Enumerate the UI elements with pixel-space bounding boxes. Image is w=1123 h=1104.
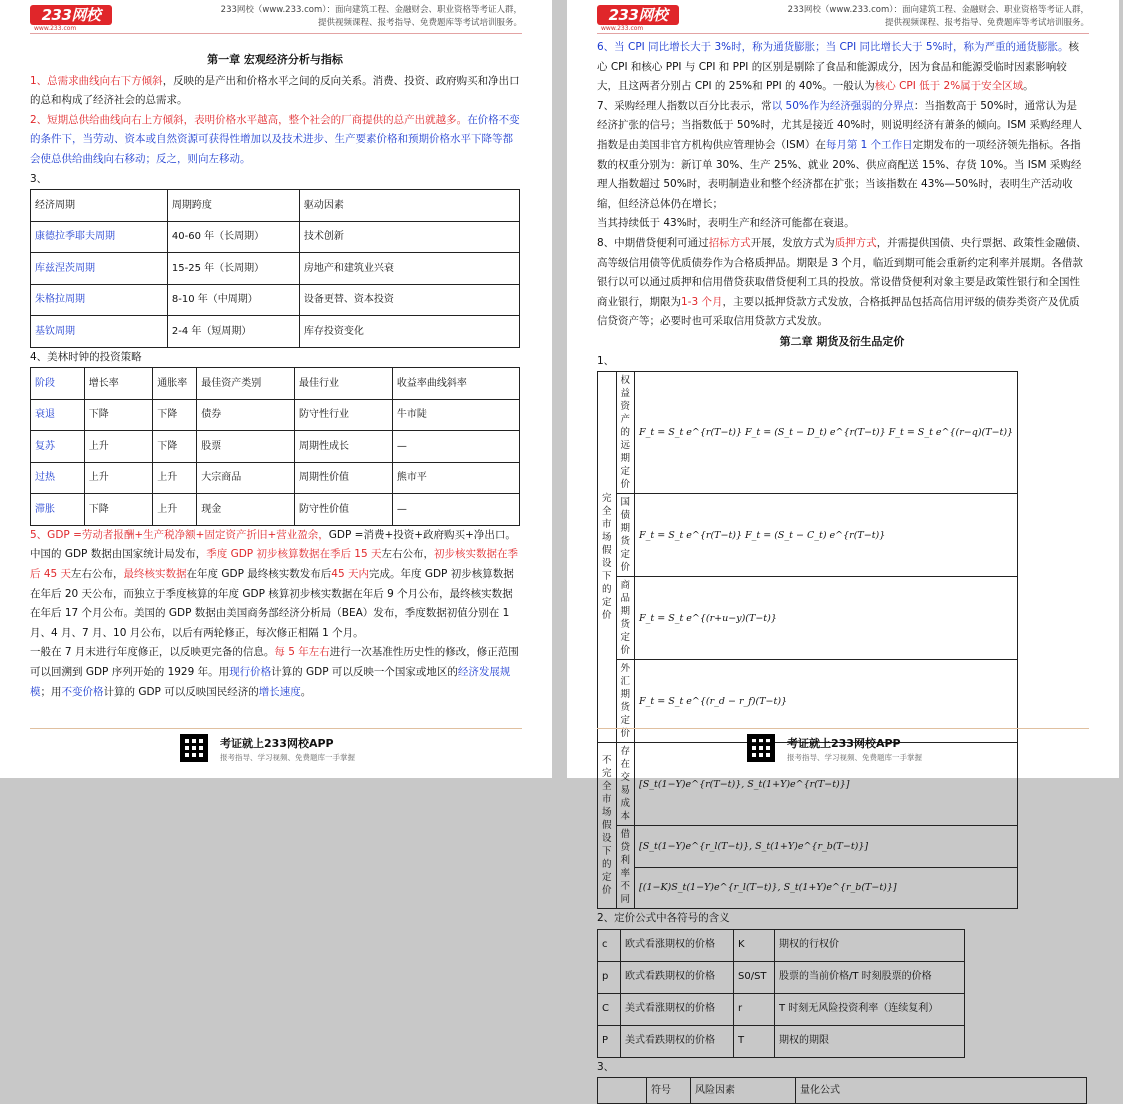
- formula-cell: F_t = S_t e^{r(T−t)} F_t = (S_t − C_t) e^{r(T−t)}: [635, 494, 1018, 577]
- table-cell: 防守性价值: [295, 494, 393, 526]
- text-span: 计算的 GDP 可以反映国民经济的: [103, 685, 259, 698]
- section-2-label: 2、定价公式中各符号的含义: [597, 912, 730, 925]
- text-highlight: 每 5 年左右: [274, 646, 330, 659]
- text-span: GDP =消费+投资+政府购买+净出口。中国的 GDP 数据由国家统计局发布，: [30, 528, 516, 561]
- table-cell: 期权的期限: [775, 1025, 965, 1057]
- page-right: [567, 0, 1119, 1096]
- table-row: [31, 221, 520, 253]
- table-header-row: [598, 1078, 1087, 1104]
- table-cell: 基钦周期: [31, 316, 168, 348]
- footer-title: 考证就上233网校APP: [787, 737, 901, 750]
- merrill-clock-table: [30, 367, 520, 526]
- footer-divider: [30, 728, 522, 729]
- text-span: 。: [300, 685, 312, 698]
- table-cell: 40-60 年（长周期）: [167, 221, 299, 253]
- paragraph-2: [30, 111, 520, 170]
- table-cell: 过热: [31, 462, 85, 494]
- table-header: 增长率: [84, 368, 152, 400]
- table-cell: 朱格拉周期: [31, 284, 168, 316]
- table-cell: 商品期货定价: [616, 577, 635, 660]
- qr-code-icon[interactable]: [747, 734, 775, 762]
- table-row: [31, 462, 520, 494]
- text-highlight: 核心 CPI 低于 2%属于安全区域: [874, 80, 1024, 93]
- table-cell: 下降: [84, 494, 152, 526]
- table-header: 通胀率: [153, 368, 197, 400]
- header-text: [192, 4, 522, 30]
- table-cell: 库兹涅茨周期: [31, 253, 168, 285]
- text-span: 8、中期借贷便利可通过: [597, 236, 709, 249]
- table-cell: 美式看跌期权的价格: [621, 1025, 734, 1057]
- text-highlight: 现行价格: [229, 665, 272, 678]
- text-span: ，主要以抵押贷款方式发放，合格抵押品包括高信用评级的债券类资产及优质信贷资产等；必要时也可采取信用贷款方式发放。: [597, 295, 1080, 328]
- table-cell: T: [734, 1025, 775, 1057]
- table-cell: 欧式看涨期权的价格: [621, 929, 734, 961]
- table-header: 量化公式: [796, 1078, 1087, 1104]
- text-highlight: 45 天内: [331, 567, 369, 580]
- table-header: 符号: [647, 1078, 691, 1104]
- paragraph-5b: [30, 643, 520, 702]
- table-cell: 上升: [153, 494, 197, 526]
- cycle-table: [30, 189, 520, 348]
- text-span: 一般在 7 月末进行年度修正，以反映更完备的信息。: [30, 646, 275, 659]
- table-row: [31, 253, 520, 285]
- table-header: 经济周期: [31, 190, 168, 222]
- table-cell: 期权的行权价: [775, 929, 965, 961]
- formula-cell: [S_t(1−Y)e^{r(T−t)}, S_t(1+Y)e^{r(T−t)}]: [635, 743, 1018, 826]
- text-span: 开展，发放方式为: [750, 236, 835, 249]
- table-cell: 房地产和建筑业兴衰: [299, 253, 519, 285]
- table-cell: 国债期货定价: [616, 494, 635, 577]
- table-header: 驱动因素: [299, 190, 519, 222]
- table-row: [31, 284, 520, 316]
- risk-table: [597, 1077, 1087, 1104]
- symbol-table: [597, 929, 965, 1058]
- text-highlight: 6、当 CPI 同比增长大于 3%时，称为通货膨胀；当 CPI 同比增长大于 5%时，称为严重的通货膨胀。: [597, 41, 1069, 53]
- footer-subtitle: 报考指导、学习视频、免费题库一手掌握: [220, 753, 355, 762]
- table-cell: 股票的当前价格/T 时刻股票的价格: [775, 961, 965, 993]
- text-highlight: 最终核实数据: [123, 567, 187, 580]
- table-cell: 存在交易成本: [616, 743, 635, 826]
- table-header: 最佳行业: [295, 368, 393, 400]
- table-cell: 库存投资变化: [299, 316, 519, 348]
- text-span: 左右公布，: [381, 548, 434, 561]
- formula-cell: F_t = S_t e^{(r+u−y)(T−t)}: [635, 577, 1018, 660]
- header-divider: [597, 33, 1089, 34]
- text-highlight: 初步核实数据在季后 45 天: [30, 548, 518, 580]
- table-cell: 2-4 年（短周期）: [167, 316, 299, 348]
- paragraph-8: [597, 234, 1087, 332]
- table-row: [598, 494, 1018, 577]
- item2-highlight: 2、短期总供给曲线向右上方倾斜，表明价格水平越高，整个社会的厂商提供的总产出就越多。: [30, 113, 468, 126]
- table-header: 周期跨度: [167, 190, 299, 222]
- table-cell: 复苏: [31, 431, 85, 463]
- table-cell: 周期性价值: [295, 462, 393, 494]
- gdp-income-formula: 5、GDP =劳动者报酬+生产税净额+固定资产折旧+营业盈余，: [30, 528, 329, 541]
- table-header: 阶段: [31, 368, 85, 400]
- paragraph-7: [597, 97, 1087, 215]
- text-highlight: 1-3 个月: [681, 295, 723, 308]
- text-highlight: 以 50%作为经济强弱的分界点: [771, 99, 914, 112]
- table-cell: 康德拉季耶夫周期: [31, 221, 168, 253]
- table-cell: 上升: [84, 462, 152, 494]
- text-highlight: 每月第 1 个工作日: [825, 138, 913, 151]
- header-line-2: 提供视频课程、报考指导、免费题库等考试培训服务。: [884, 18, 1089, 28]
- formula-cell: [S_t(1−Y)e^{r_l(T−t)}, S_t(1+Y)e^{r_b(T−t)}]: [635, 826, 1018, 868]
- table-cell: 美式看涨期权的价格: [621, 993, 734, 1025]
- chapter-title: 第一章 宏观经济分析与指标: [207, 53, 343, 66]
- table-row: [598, 577, 1018, 660]
- text-span: 7、采购经理人指数以百分比表示，常: [597, 99, 772, 112]
- table-cell: 外汇期货定价: [616, 660, 635, 743]
- text-highlight: 招标方式: [708, 236, 751, 249]
- table-cell: p: [598, 961, 621, 993]
- table-cell: 周期性成长: [295, 431, 393, 463]
- table-cell: 滞胀: [31, 494, 85, 526]
- text-highlight: 季度 GDP 初步核算数据在季后 15 天: [206, 548, 382, 561]
- formula-cell: [(1−K)S_t(1−Y)e^{r_l(T−t)}, S_t(1+Y)e^{r_b(T−t)}]: [635, 867, 1018, 909]
- table-row: [598, 961, 965, 993]
- table-cell: —: [392, 494, 519, 526]
- table-cell: 下降: [153, 431, 197, 463]
- table-cell: 上升: [84, 431, 152, 463]
- table-header-row: [31, 190, 520, 222]
- table-cell: 现金: [197, 494, 295, 526]
- table-cell: 牛市陡: [392, 399, 519, 431]
- text-span: 在年度 GDP 最终核实数发布后: [186, 567, 332, 580]
- table-cell: 下降: [153, 399, 197, 431]
- page-left: [0, 0, 552, 778]
- text-span: 进行一次基准性历史性的修改，修正范围可以回溯到 GDP 序列开始的 1929 年。用: [30, 646, 519, 678]
- footer-title: 考证就上233网校APP: [220, 737, 334, 750]
- table-cell: r: [734, 993, 775, 1025]
- table-cell: 欧式看跌期权的价格: [621, 961, 734, 993]
- table-cell: P: [598, 1025, 621, 1057]
- table-cell: 下降: [84, 399, 152, 431]
- formula-cell: F_t = S_t e^{(r_d − r_f)(T−t)}: [635, 660, 1018, 743]
- page-gutter: [552, 0, 567, 778]
- table-row: [598, 929, 965, 961]
- table-header: 最佳资产类别: [197, 368, 295, 400]
- text-span: ：当指数高于 50%时，通常认为是经济扩张的信号；当指数低于 50%时，尤其是接近 40%时，则说明经济有萧条的倾向。ISM 采购经理人指数是由美国非官方机构供应管理协会（ISM）在: [597, 99, 1083, 151]
- table-row: [31, 494, 520, 526]
- brand-url: www.233.com: [34, 25, 77, 32]
- table-cell: K: [734, 929, 775, 961]
- table-cell: 权益资产的远期定价: [616, 372, 635, 494]
- text-highlight: 增长速度: [258, 685, 301, 698]
- table-cell: 15-25 年（长周期）: [167, 253, 299, 285]
- right-content: [597, 38, 1087, 1104]
- table-row: [598, 660, 1018, 743]
- table-cell: 技术创新: [299, 221, 519, 253]
- left-content: [30, 38, 520, 702]
- page-header: [0, 0, 552, 34]
- table-header: 风险因素: [691, 1078, 796, 1104]
- table-cell: C: [598, 993, 621, 1025]
- paragraph-1: [30, 72, 520, 111]
- paragraph-3-label: 3、: [30, 172, 48, 185]
- paragraph-5: [30, 526, 520, 644]
- item1-highlight: 1、总需求曲线向右下方倾斜: [30, 74, 163, 87]
- text-span: ；用: [40, 685, 62, 698]
- text-span: 左右公布，: [71, 567, 124, 580]
- table-cell: 8-10 年（中周期）: [167, 284, 299, 316]
- table-row: [31, 431, 520, 463]
- text-highlight: 经济发展规模: [30, 665, 511, 698]
- table-cell: 借贷利率不同: [616, 826, 635, 909]
- header-divider: [30, 33, 522, 34]
- text-span: ，并需提供国债、央行票据、政策性金融债、高等级信用债等优质债券作为合格质押品。期限是 3 个月，临近到期可能会重新约定利率并展期。各借款银行以可以通过质押和信用借贷获取借贷便利工具的投放。常设借贷便利对象主要是政策性银行和全国性商业银行，期限为: [597, 236, 1087, 308]
- section-3-label: 3、: [597, 1060, 615, 1073]
- text-span: 完成。年度 GDP 初步核算数据在年后 20 天公布，而独立于季度核算的年度 GDP 核算初步核实数据在年后 9 个月公布，最终核实数据在年后 17 个月公布。美国的 GDP 数据由美国商务部经济分析局（BEA）发布，季度数据初值分别在 1 月、4 月、7 月、10 月公布，以后有两轮修正，每次修正相隔 1 个月。: [30, 567, 514, 639]
- table-row: [598, 826, 1018, 868]
- header-line-2: 提供视频课程、报考指导、免费题库等考试培训服务。: [317, 18, 522, 28]
- text-highlight: 质押方式: [834, 236, 877, 249]
- table-row: [598, 867, 1018, 909]
- brand-logo[interactable]: 233网校: [597, 5, 679, 25]
- item2-text: 在价格不变的条件下，当劳动、资本或自然资源可获得性增加以及技术进步、生产要素价格和预期价格水平下降等都会使总供给曲线向右移动；反之，则向左移动。: [30, 113, 520, 165]
- table-group-label: 不完全市场假设下的定价: [598, 743, 617, 909]
- table-row: [31, 399, 520, 431]
- table-cell: 大宗商品: [197, 462, 295, 494]
- table-cell: 设备更替、资本投资: [299, 284, 519, 316]
- header-line-1: 233网校（www.233.com）：面向建筑工程、金融财会、职业资格等考证人群，: [787, 5, 1089, 15]
- table-row: [598, 1025, 965, 1057]
- paragraph-6: [597, 38, 1087, 97]
- paragraph-7b: 当其持续低于 43%时，表明生产和经济可能都在衰退。: [597, 217, 855, 230]
- text-span: 计算的 GDP 可以反映一个国家或地区的: [271, 665, 458, 678]
- text-span: 。: [1023, 80, 1034, 93]
- footer-divider: [597, 728, 1089, 729]
- qr-code-icon[interactable]: [180, 734, 208, 762]
- table-row: [31, 316, 520, 348]
- item1-text: ，反映的是产出和价格水平之间的反向关系。消费、投资、政府购买和净出口的总和构成了经济社会的总需求。: [30, 74, 520, 107]
- text-span: 定期发布的一项经济领先指标。各指数的权重分别为：新订单 30%、生产 25%、就业 20%、供应商配送 15%、存货 10%。当 ISM 采购经理人指数超过 50%时，表明制造业和整个经济都在扩张；当该指数在 43%—50%时，表明生产活动收缩，但经济总体仍在增长；: [597, 138, 1082, 210]
- table-row: [598, 993, 965, 1025]
- table-header: 收益率曲线斜率: [392, 368, 519, 400]
- table-cell: 上升: [153, 462, 197, 494]
- page-header: [567, 0, 1119, 34]
- chapter-2-title: 第二章 期货及衍生品定价: [779, 334, 905, 348]
- formula-cell: F_t = S_t e^{r(T−t)} F_t = (S_t − D_t) e^{r(T−t)} F_t = S_t e^{(r−q)(T−t)}: [635, 372, 1018, 494]
- text-span: 核心 CPI 和核心 PPI 与 CPI 和 PPI 的区别是剔除了食品和能源成分，因为食品和能源受临时因素影响较大，且这两者分别占 CPI 的 25%和 PPI 的 40%。一般认为: [597, 41, 1080, 93]
- text-highlight: 不变价格: [61, 685, 104, 698]
- table-cell: 熊市平: [392, 462, 519, 494]
- brand-logo[interactable]: 233网校: [30, 5, 112, 25]
- table-cell: 防守性行业: [295, 399, 393, 431]
- table-row: [598, 372, 1018, 494]
- table-cell: S0/ST: [734, 961, 775, 993]
- header-text: [759, 4, 1089, 30]
- header-line-1: 233网校（www.233.com）：面向建筑工程、金融财会、职业资格等考证人群，: [220, 5, 522, 15]
- table-cell: T 时刻无风险投资利率（连续复利）: [775, 993, 965, 1025]
- table-group-label: 完全市场假设下的定价: [598, 372, 617, 743]
- footer-subtitle: 报考指导、学习视频、免费题库一手掌握: [787, 753, 922, 762]
- table-header-row: [31, 368, 520, 400]
- table-cell: 股票: [197, 431, 295, 463]
- brand-url: www.233.com: [601, 25, 644, 32]
- paragraph-4-label: 4、美林时钟的投资策略: [30, 350, 142, 363]
- table-cell: c: [598, 929, 621, 961]
- table-cell: 债券: [197, 399, 295, 431]
- section-1-label: 1、: [597, 354, 615, 367]
- pricing-formula-table: [597, 371, 1018, 909]
- table-header: [598, 1078, 647, 1104]
- table-cell: —: [392, 431, 519, 463]
- table-cell: 衰退: [31, 399, 85, 431]
